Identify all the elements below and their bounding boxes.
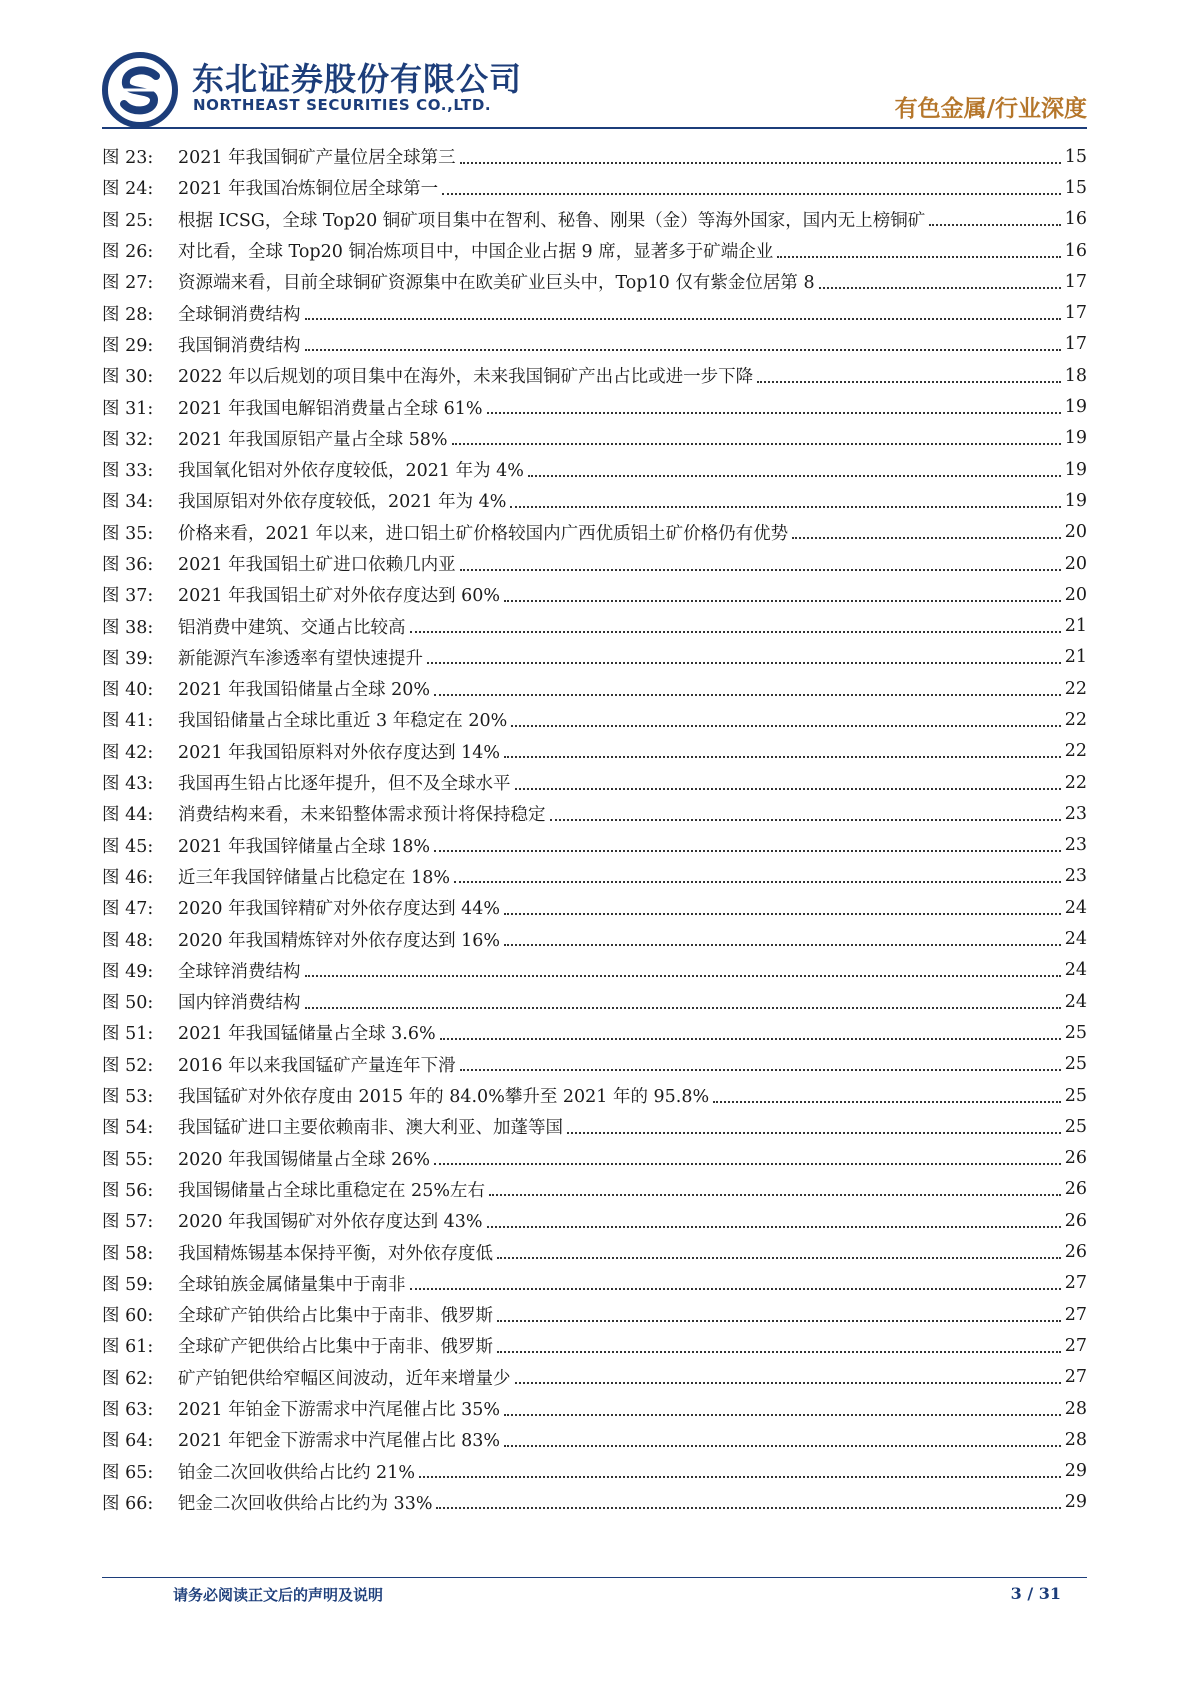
toc-dot-leader [452, 443, 1061, 445]
toc-entry[interactable] [102, 454, 1087, 485]
toc-entry[interactable] [102, 1393, 1087, 1424]
toc-figure-title[interactable]: 全球矿产钯供给占比集中于南非、俄罗斯 [178, 1337, 493, 1358]
toc-figure-title[interactable]: 我国原铝对外依存度较低，2021 年为 4% [178, 492, 507, 513]
toc-figure-title[interactable]: 2021 年我国原铝产量占全球 58% [178, 429, 448, 450]
toc-figure-label: 图 28: [102, 304, 154, 325]
toc-figure-label: 图 31: [102, 398, 154, 419]
toc-page-number[interactable]: 24 [1064, 960, 1087, 981]
toc-page-number[interactable]: 16 [1064, 240, 1087, 261]
toc-page-number[interactable]: 26 [1064, 1210, 1087, 1231]
toc-page-number[interactable]: 28 [1064, 1398, 1087, 1419]
toc-figure-title[interactable]: 铂金二次回收供给占比约 21% [178, 1462, 415, 1483]
toc-figure-label: 图 26: [102, 242, 154, 263]
toc-entry[interactable] [102, 579, 1087, 610]
toc-entry[interactable] [102, 892, 1087, 923]
toc-entry[interactable] [102, 266, 1087, 297]
toc-figure-title[interactable]: 2021 年我国铅原料对外依存度达到 14% [178, 742, 501, 763]
toc-figure-title[interactable]: 2020 年我国锌精矿对外依存度达到 44% [178, 899, 501, 920]
toc-page-number[interactable]: 27 [1064, 1335, 1087, 1356]
toc-page-number[interactable]: 20 [1064, 553, 1087, 574]
toc-page-number[interactable]: 16 [1064, 209, 1087, 230]
toc-dot-leader [460, 569, 1061, 571]
toc-figure-label: 图 55: [102, 1149, 154, 1170]
toc-entry[interactable] [102, 1143, 1087, 1174]
toc-dot-leader [434, 1163, 1061, 1165]
toc-figure-label: 图 39: [102, 648, 154, 669]
toc-dot-leader [504, 944, 1061, 946]
toc-figure-label: 图 24: [102, 179, 154, 200]
toc-page-number[interactable]: 24 [1064, 991, 1087, 1012]
toc-dot-leader [792, 537, 1061, 539]
toc-dot-leader [434, 850, 1061, 852]
toc-dot-leader [487, 412, 1061, 414]
toc-page-number[interactable]: 22 [1064, 772, 1087, 793]
toc-dot-leader [567, 1132, 1061, 1134]
toc-page-number[interactable]: 24 [1064, 929, 1087, 950]
toc-page-number[interactable]: 25 [1064, 1022, 1087, 1043]
toc-figure-label: 图 36: [102, 555, 154, 575]
toc-dot-leader [510, 506, 1060, 508]
toc-entry[interactable] [102, 141, 1087, 172]
header-divider [102, 127, 1087, 129]
toc-figure-title[interactable]: 我国锰矿进口主要依赖南非、澳大利亚、加蓬等国 [178, 1118, 563, 1139]
toc-figure-label: 图 40: [102, 680, 154, 701]
toc-figure-label: 图 63: [102, 1400, 154, 1421]
toc-figure-label: 图 30: [102, 367, 154, 388]
toc-page-number[interactable]: 19 [1064, 459, 1087, 480]
toc-dot-leader [819, 287, 1061, 289]
toc-entry[interactable] [102, 329, 1087, 360]
toc-entry[interactable] [102, 1487, 1087, 1518]
toc-entry[interactable] [102, 923, 1087, 954]
toc-dot-leader [504, 1445, 1061, 1447]
toc-entry[interactable] [102, 1455, 1087, 1486]
toc-entry[interactable] [102, 1236, 1087, 1267]
toc-page-number[interactable]: 19 [1064, 490, 1087, 511]
toc-figure-title[interactable]: 我国氧化铝对外依存度较低，2021 年为 4% [178, 461, 524, 482]
toc-entry[interactable] [102, 1330, 1087, 1361]
toc-page-number[interactable]: 20 [1064, 522, 1087, 543]
page-header [0, 0, 1189, 125]
toc-figure-title[interactable]: 新能源汽车渗透率有望快速提升 [178, 648, 423, 669]
toc-figure-title[interactable]: 2021 年我国锰储量占全球 3.6% [178, 1024, 436, 1045]
toc-page-number[interactable]: 18 [1064, 365, 1087, 386]
toc-dot-leader [757, 381, 1061, 383]
toc-figure-label: 图 47: [102, 899, 154, 920]
northeast-securities-logo-icon [102, 52, 178, 128]
toc-figure-title[interactable]: 根据 ICSG，全球 Top20 铜矿项目集中在智利、秘鲁、刚果（金）等海外国家，国内无上榜铜矿 [178, 210, 926, 231]
toc-dot-leader [410, 631, 1061, 633]
toc-entry[interactable] [102, 1111, 1087, 1142]
toc-figure-label: 图 32: [102, 429, 154, 450]
toc-entry[interactable] [102, 798, 1087, 829]
toc-page-number[interactable]: 26 [1064, 1242, 1087, 1263]
toc-dot-leader [777, 256, 1061, 258]
company-name-cn: 东北证券股份有限公司 [192, 60, 523, 98]
toc-dot-leader [489, 1194, 1061, 1196]
toc-dot-leader [515, 1382, 1061, 1384]
toc-dot-leader [305, 1007, 1061, 1009]
toc-entry[interactable] [102, 1268, 1087, 1299]
toc-figure-label: 图 58: [102, 1243, 154, 1264]
toc-dot-leader [410, 1288, 1061, 1290]
footer-disclaimer: 请务必阅读正文后的声明及说明 [173, 1586, 384, 1604]
toc-page-number[interactable]: 25 [1064, 1054, 1087, 1075]
toc-figure-title[interactable]: 2021 年我国冶炼铜位居全球第一 [178, 179, 439, 200]
toc-page-number[interactable]: 25 [1064, 1116, 1087, 1137]
toc-entry[interactable] [102, 423, 1087, 454]
toc-page-number[interactable]: 21 [1064, 647, 1087, 668]
toc-page-number[interactable]: 27 [1064, 1273, 1087, 1294]
toc-page-number[interactable]: 19 [1064, 428, 1087, 449]
toc-dot-leader [504, 1414, 1061, 1416]
toc-page-number[interactable]: 24 [1064, 897, 1087, 918]
toc-figure-title[interactable]: 国内锌消费结构 [178, 993, 301, 1014]
toc-page-number[interactable]: 28 [1064, 1429, 1087, 1450]
toc-dot-leader [504, 600, 1061, 602]
toc-figure-label: 图 37: [102, 586, 154, 607]
toc-figure-label: 图 51: [102, 1024, 154, 1045]
toc-dot-leader [436, 1507, 1060, 1509]
toc-dot-leader [504, 756, 1061, 758]
toc-figure-title[interactable]: 全球矿产铂供给占比集中于南非、俄罗斯 [178, 1306, 493, 1327]
toc-page-number[interactable]: 20 [1064, 584, 1087, 605]
toc-figure-label: 图 41: [102, 711, 154, 732]
toc-page-number[interactable]: 22 [1064, 741, 1087, 762]
toc-figure-label: 图 23: [102, 148, 154, 169]
toc-figure-label: 图 62: [102, 1368, 154, 1389]
toc-figure-title[interactable]: 近三年我国锌储量占比稳定在 18% [178, 867, 450, 888]
toc-figure-title[interactable]: 矿产铂钯供给窄幅区间波动，近年来增量少 [178, 1368, 511, 1389]
toc-figure-title[interactable]: 资源端来看，目前全球铜矿资源集中在欧美矿业巨头中，Top10 仅有紫金位居第 8 [178, 273, 815, 294]
toc-figure-title[interactable]: 我国铅储量占全球比重近 3 年稳定在 20% [178, 711, 508, 732]
toc-page-number[interactable]: 27 [1064, 1304, 1087, 1325]
toc-figure-label: 图 49: [102, 961, 154, 982]
toc-dot-leader [511, 725, 1061, 727]
toc-dot-leader [442, 193, 1061, 195]
toc-dot-leader [427, 662, 1061, 664]
toc-figure-label: 图 27: [102, 273, 154, 294]
toc-figure-title[interactable]: 2021 年钯金下游需求中汽尾催占比 83% [178, 1431, 501, 1452]
figure-list [102, 141, 1087, 1518]
toc-figure-label: 图 45: [102, 836, 154, 857]
toc-entry[interactable] [102, 955, 1087, 986]
toc-figure-label: 图 60: [102, 1306, 154, 1327]
toc-figure-label: 图 52: [102, 1055, 154, 1076]
toc-entry[interactable] [102, 830, 1087, 861]
toc-dot-leader [440, 1038, 1061, 1040]
toc-entry[interactable] [102, 1362, 1087, 1393]
toc-figure-label: 图 25: [102, 210, 154, 231]
toc-entry[interactable] [102, 986, 1087, 1017]
toc-figure-title[interactable]: 2020 年我国锡矿对外依存度达到 43% [178, 1212, 483, 1233]
toc-page-number[interactable]: 21 [1064, 616, 1087, 637]
toc-figure-title[interactable]: 全球锌消费结构 [178, 961, 301, 982]
toc-entry[interactable] [102, 1205, 1087, 1236]
toc-figure-label: 图 66: [102, 1493, 154, 1514]
toc-figure-title[interactable]: 2021 年我国铝土矿对外依存度达到 60% [178, 586, 501, 607]
toc-entry[interactable] [102, 297, 1087, 328]
toc-figure-title[interactable]: 2021 年我国铅储量占全球 20% [178, 680, 431, 701]
toc-entry[interactable] [102, 485, 1087, 516]
toc-figure-label: 图 59: [102, 1274, 154, 1295]
toc-figure-label: 图 48: [102, 930, 154, 951]
toc-entry[interactable] [102, 517, 1087, 548]
toc-page-number[interactable]: 22 [1064, 678, 1087, 699]
toc-dot-leader [713, 1101, 1061, 1103]
toc-dot-leader [504, 913, 1061, 915]
toc-figure-title[interactable]: 钯金二次回收供给占比约为 33% [178, 1493, 433, 1514]
toc-page-number[interactable]: 23 [1064, 803, 1087, 824]
toc-figure-label: 图 53: [102, 1087, 154, 1108]
toc-dot-leader [305, 349, 1061, 351]
toc-page-number[interactable]: 19 [1064, 397, 1087, 418]
toc-dot-leader [497, 1320, 1061, 1322]
toc-figure-title[interactable]: 全球铜消费结构 [178, 304, 301, 325]
toc-page-number[interactable]: 25 [1064, 1085, 1087, 1106]
toc-figure-title[interactable]: 全球铂族金属储量集中于南非 [178, 1274, 406, 1295]
toc-figure-title[interactable]: 对比看，全球 Top20 铜冶炼项目中，中国企业占据 9 席，显著多于矿端企业 [178, 242, 774, 263]
toc-entry[interactable] [102, 391, 1087, 422]
toc-figure-label: 图 34: [102, 492, 154, 513]
toc-figure-title[interactable]: 我国锰矿对外依存度由 2015 年的 84.0%攀升至 2021 年的 95.8% [178, 1087, 710, 1108]
toc-figure-title[interactable]: 2020 年我国锡储量占全球 26% [178, 1149, 431, 1170]
toc-page-number[interactable]: 29 [1064, 1492, 1087, 1513]
toc-figure-title[interactable]: 2021 年我国电解铝消费量占全球 61% [178, 398, 483, 419]
toc-figure-title[interactable]: 2016 年以来我国锰矿产量连年下滑 [178, 1055, 456, 1076]
toc-figure-title[interactable]: 2021 年我国铝土矿进口依赖几内亚 [178, 555, 456, 575]
toc-entry[interactable] [102, 767, 1087, 798]
toc-figure-label: 图 65: [102, 1462, 154, 1483]
toc-dot-leader [460, 1069, 1061, 1071]
toc-figure-label: 图 54: [102, 1118, 154, 1139]
toc-figure-label: 图 42: [102, 742, 154, 763]
toc-entry[interactable] [102, 1049, 1087, 1080]
toc-dot-leader [497, 1351, 1061, 1353]
toc-figure-title[interactable]: 2021 年铂金下游需求中汽尾催占比 35% [178, 1400, 501, 1421]
toc-entry[interactable] [102, 1017, 1087, 1048]
toc-dot-leader [528, 475, 1061, 477]
toc-figure-label: 图 35: [102, 523, 154, 544]
report-category: 有色金属/行业深度 [894, 96, 1087, 122]
toc-figure-title[interactable]: 价格来看，2021 年以来，进口铝土矿价格较国内广西优质铝土矿价格仍有优势 [178, 523, 789, 544]
toc-entry[interactable] [102, 172, 1087, 203]
toc-figure-title[interactable]: 2021 年我国锌储量占全球 18% [178, 836, 431, 857]
toc-figure-title[interactable]: 铝消费中建筑、交通占比较高 [178, 617, 406, 638]
toc-dot-leader [419, 1476, 1061, 1478]
toc-figure-title[interactable]: 2020 年我国精炼锌对外依存度达到 16% [178, 930, 501, 951]
toc-page-number[interactable]: 23 [1064, 866, 1087, 887]
toc-entry[interactable] [102, 673, 1087, 704]
toc-figure-label: 图 44: [102, 805, 154, 826]
toc-figure-label: 图 64: [102, 1431, 154, 1452]
company-name-en: NORTHEAST SECURITIES CO.,LTD. [193, 96, 492, 114]
toc-figure-label: 图 56: [102, 1180, 154, 1201]
toc-page-number[interactable]: 27 [1064, 1367, 1087, 1388]
toc-entry[interactable] [102, 1424, 1087, 1455]
toc-entry[interactable] [102, 235, 1087, 266]
toc-page-number[interactable]: 15 [1064, 177, 1087, 198]
toc-figure-label: 图 61: [102, 1337, 154, 1358]
toc-dot-leader [497, 1257, 1061, 1259]
toc-entry[interactable] [102, 1174, 1087, 1205]
toc-page-number[interactable]: 26 [1064, 1148, 1087, 1169]
toc-page-number[interactable]: 17 [1064, 334, 1087, 355]
toc-page-number[interactable]: 17 [1064, 303, 1087, 324]
toc-page-number[interactable]: 23 [1064, 835, 1087, 856]
toc-figure-title[interactable]: 我国再生铅占比逐年提升，但不及全球水平 [178, 774, 511, 795]
toc-figure-label: 图 29: [102, 335, 154, 356]
toc-dot-leader [434, 694, 1061, 696]
toc-entry[interactable] [102, 642, 1087, 673]
toc-dot-leader [487, 1226, 1061, 1228]
footer-divider [102, 1577, 1087, 1578]
toc-page-number[interactable]: 26 [1064, 1179, 1087, 1200]
toc-figure-title[interactable]: 消费结构来看，未来铅整体需求预计将保持稳定 [178, 805, 546, 826]
toc-dot-leader [929, 224, 1060, 226]
toc-figure-label: 图 57: [102, 1212, 154, 1233]
toc-entry[interactable] [102, 1299, 1087, 1330]
toc-figure-label: 图 33: [102, 461, 154, 482]
toc-page-number[interactable]: 17 [1064, 271, 1087, 292]
toc-figure-title[interactable]: 2021 年我国铜矿产量位居全球第三 [178, 148, 456, 169]
toc-entry[interactable] [102, 360, 1087, 391]
toc-dot-leader [454, 881, 1061, 883]
toc-dot-leader [305, 975, 1061, 977]
toc-dot-leader [460, 162, 1061, 164]
toc-entry[interactable] [102, 610, 1087, 641]
toc-page-number[interactable]: 29 [1064, 1461, 1087, 1482]
toc-entry[interactable] [102, 1080, 1087, 1111]
toc-figure-label: 图 38: [102, 617, 154, 638]
toc-figure-label: 图 50: [102, 993, 154, 1014]
toc-figure-title[interactable]: 2022 年以后规划的项目集中在海外，未来我国铜矿产出占比或进一步下降 [178, 367, 754, 388]
toc-entry[interactable] [102, 861, 1087, 892]
toc-entry[interactable] [102, 204, 1087, 235]
toc-entry[interactable] [102, 736, 1087, 767]
toc-entry[interactable] [102, 704, 1087, 735]
toc-dot-leader [305, 318, 1061, 320]
toc-dot-leader [550, 819, 1061, 821]
toc-figure-label: 图 43: [102, 774, 154, 795]
toc-dot-leader [515, 788, 1061, 790]
toc-figure-title[interactable]: 我国铜消费结构 [178, 335, 301, 356]
toc-page-number[interactable]: 15 [1064, 146, 1087, 167]
toc-figure-label: 图 46: [102, 867, 154, 888]
toc-page-number[interactable]: 22 [1064, 709, 1087, 730]
toc-figure-title[interactable]: 我国锡储量占全球比重稳定在 25%左右 [178, 1180, 485, 1201]
toc-entry[interactable] [102, 548, 1087, 579]
page-number: 3 / 31 [1010, 1584, 1061, 1603]
toc-figure-title[interactable]: 我国精炼锡基本保持平衡，对外依存度低 [178, 1243, 493, 1264]
